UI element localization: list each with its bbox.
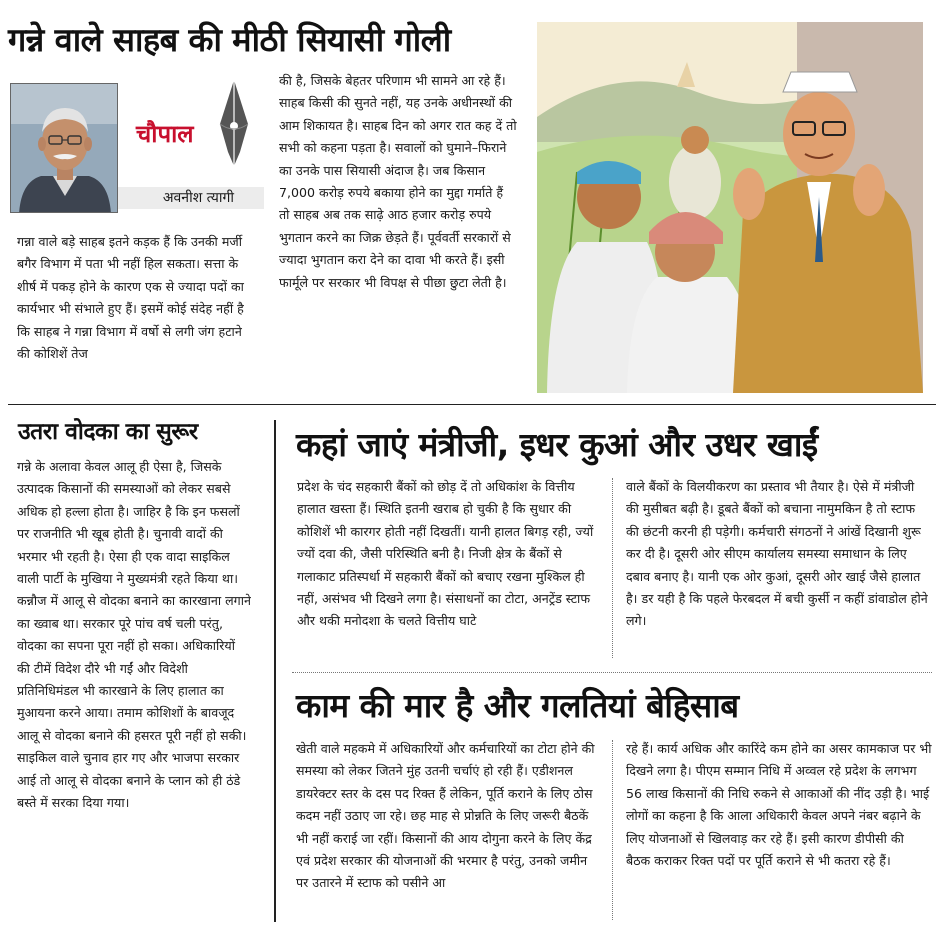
article3-column-divider — [612, 478, 613, 658]
author-name: अवनीश त्यागी — [118, 187, 264, 209]
article2-headline: उतरा वोदका का सुरूर — [18, 419, 198, 445]
column-brand: चौपाल — [136, 120, 194, 148]
article1-column2: की है, जिसके बेहतर परिणाम भी सामने आ रहे हैं। साहब किसी की सुनते नहीं, यह उनके अधीनस्थों की आम शिकायत है। साहब दिन को अगर रात कह दें तो सभी को कहना पड़ता है। सवालों को घुमाने–फिराने का उनके पास सियासी अंदाज है। जब किसान 7,000 करोड़ रुपये बकाया होने का मुद्दा गर्माते हैं तो साहब अब तक साढ़े आठ हजार करोड़ रुपये भुगतान करने का जिक्र छेड़ते हैं। पूर्ववर्ती सरकारों से ज्यादा भुगतान करा देने का दावा भी करते हैं। इसी फार्मूले पर सरकार भी विपक्ष से पीछा छुटा लेती है। — [279, 73, 517, 290]
article2-body: गन्ने के अलावा केवल आलू ही ऐसा है, जिसके उत्पादक किसानों की समस्याओं को लेकर सबसे अधिक हो हल्ला होता है। जाहिर है कि इन फसलों पर राजनीति भी खूब होती है। चुनावी वादों की भरमार भी रहती है। ऐसा ही एक वादा साइकिल वाली पार्टी के मुखिया ने मुख्यमंत्री रहते किया था। कन्नौज में आलू से वोदका बनाने का कारखाना लगाने का ख्वाब था। सरकार पूरे पांच वर्ष चली परंतु, वोदका का सपना पूरा नहीं हो सका। अधिकारियों की टीमें विदेश दौरे भी गईं और विदेशी प्रतिनिधिमंडल भी कारखाने के लिए हालात का मुआयना करने आया। तमाम कोशिशों के बावजूद आलू से वोदका बनाने की हसरत पूरी नहीं हो सकी। साइकिल वाले चुनाव हार गए और भाजपा सरकार आई तो आलू से वोदका बनाने के प्लान को ही ठंडे बस्ते में सरका दिया गया। — [17, 459, 251, 811]
article4-headline: काम की मार है और गलतियां बेहिसाब — [296, 686, 739, 725]
article1-headline: गन्ने वाले साहब की मीठी सियासी गोली — [8, 21, 451, 59]
article3-column2: वाले बैंकों के विलयीकरण का प्रस्ताव भी तैयार है। ऐसे में मंत्रीजी की मुसीबत बढ़ी है। डूबते बैंकों को बचाना नामुमकिन है तो स्टाफ की छंटनी करनी ही पड़ेगी। कर्मचारी संगठनों ने आंखें दिखानी शुरू कर दी है। दूसरी ओर सीएम कार्यालय समस्या समाधान के लिए दबाव बनाए है। यानी एक ओर कुआं, दूसरी ओर खाई जैसे हालात है। डर यही है कि पहले फेरबदल में बची कुर्सी न कहीं डांवाडोल होने लगे। — [626, 479, 928, 629]
article4-column1: खेती वाले महकमे में अधिकारियों और कर्मचारियों का टोटा होने की समस्या को लेकर जितने मुंह उतनी चर्चाएं हो रही हैं। एडीशनल डायरेक्टर स्तर के दस पद रिक्त हैं लेकिन, पूर्ति कराने के लिए ठोस कदम नहीं उठाए जा रहे। छह माह से प्रोन्नति के लिए जरूरी बैठकें भी नहीं कराई जा रहीं। किसानों की आय दोगुना करने के लिए केंद्र एवं प्रदेश सरकार की योजनाओं की भरमार है परंतु, उनको जमीन पर उतारने में स्टाफ को पसीने आ — [296, 741, 595, 891]
pen-nib-icon — [214, 78, 254, 168]
article1-column1: गन्ना वाले बड़े साहब इतने कड़क हैं कि उनकी मर्जी बगैर विभाग में पता भी नहीं हिल सकता। सत्ता के शीर्ष में पकड़ होने के कारण एक से ज्यादा पदों का कार्यभार भी संभाले हुए हैं। इसमें कोई संदेह नहीं है कि साहब ने गन्ना विभाग में वर्षो से लगी जंग हटाने की कोशिशें तेज — [17, 234, 244, 362]
column-rule — [274, 420, 276, 922]
cartoon-illustration — [537, 22, 923, 393]
article3-column1: प्रदेश के चंद सहकारी बैंकों को छोड़ दें तो अधिकांश के वित्तीय हालात खस्ता हैं। स्थिति इतनी खराब हो चुकी है कि सुधार की कोशिशें भी कारगर होती नहीं दिखतीं। यानी हालत बिगड़ रही, ज्यों ज्यों दवा की, जैसी परिस्थिति बनी है। निजी क्षेत्र के बैंकों से गलाकाट प्रतिस्पर्धा में सहकारी बैंकों को बचाए रखना मुश्किल ही नहीं, असंभव भी दिखने लगा है। संसाधनों का टोटा, अनट्रेंड स्टाफ और थकी मनोदशा के चलते वित्तीय घाटे — [297, 479, 594, 629]
section-divider — [292, 672, 932, 673]
author-portrait-icon — [11, 84, 118, 213]
author-photo — [10, 83, 118, 213]
top-section-divider — [8, 404, 936, 405]
article4-column2: रहे हैं। कार्य अधिक और कारिंदे कम होने का असर कामकाज पर भी दिखने लगा है। पीएम सम्मान निधि में अव्वल रहे प्रदेश के लगभग 56 लाख किसानों की निधि रुकने से आकाओं की नींद उड़ी है। भाई लोगों का कहना है कि आला अधिकारी केवल अपने नंबर बढ़ाने के लिए योजनाओं से खिलवाड़ कर रहे हैं। इसी कारण डीपीसी की बैठक कराकर रिक्त पदों पर पूर्ति कराने से भी कतरा रहे हैं। — [626, 741, 932, 869]
article4-column-divider — [612, 740, 613, 920]
article3-headline: कहां जाएं मंत्रीजी, इधर कुआं और उधर खाईं — [296, 425, 818, 464]
